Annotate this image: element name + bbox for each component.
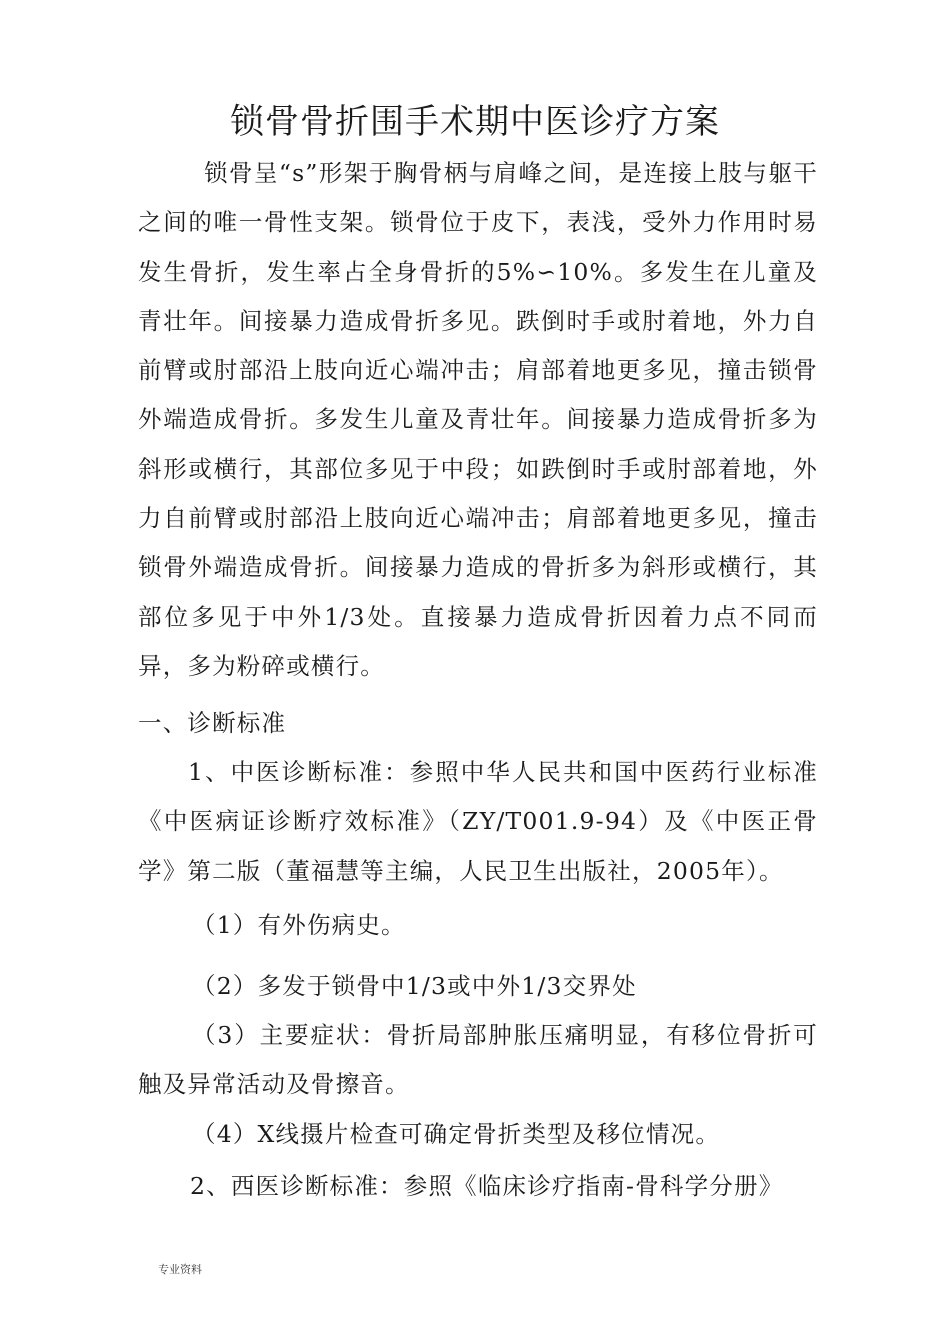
criteria-item-3-paragraph bbox=[138, 1011, 818, 1110]
criteria-item-1: （1）有外伤病史。 bbox=[192, 911, 406, 939]
tcm-standard-paragraph bbox=[138, 748, 818, 896]
wm-standard-text: 2、西医诊断标准：参照《临床诊疗指南-骨科学分册》 bbox=[190, 1172, 784, 1200]
tcm-standard-text: 1、中医诊断标准：参照中华人民共和国中医药行业标准《中医病证诊断疗效标准》（ZY/T001.9-94）及《中医正骨学》第二版（董福慧等主编，人民卫生出版社，2005年）。 bbox=[138, 758, 818, 885]
criteria-item-2: （2）多发于锁骨中1/3或中外1/3交界处 bbox=[192, 972, 637, 1000]
intro-paragraph bbox=[138, 149, 818, 691]
section-heading-diagnosis: 一、诊断标准 bbox=[138, 709, 287, 737]
criteria-item-4: （4）X线摄片检查可确定骨折类型及移位情况。 bbox=[192, 1120, 721, 1148]
criteria-item-3: （3）主要症状：骨折局部肿胀压痛明显，有移位骨折可触及异常活动及骨擦音。 bbox=[138, 1021, 818, 1099]
document-title: 锁骨骨折围手术期中医诊疗方案 bbox=[230, 102, 720, 142]
intro-text: 锁骨呈“s”形架于胸骨柄与肩峰之间，是连接上肢与躯干之间的唯一骨性支架。锁骨位于皮下，表浅，受外力作用时易发生骨折，发生率占全身骨折的5%∽10%。多发生在儿童及青壮年。间接暴力造成骨折多见。跌倒时手或肘着地，外力自前臂或肘部沿上肢向近心端冲击；肩部着地更多见，撞击锁骨外端造成骨折。多发生儿童及青壮年。间接暴力造成骨折多为斜形或横行，其部位多见于中段；如跌倒时手或肘部着地，外力自前臂或肘部沿上肢向近心端冲击；肩部着地更多见，撞击锁骨外端造成骨折。间接暴力造成的骨折多为斜形或横行，其部位多见于中外1/3处。直接暴力造成骨折因着力点不同而异，多为粉碎或横行。 bbox=[138, 159, 818, 680]
footer-label: 专业资料 bbox=[158, 1263, 202, 1276]
